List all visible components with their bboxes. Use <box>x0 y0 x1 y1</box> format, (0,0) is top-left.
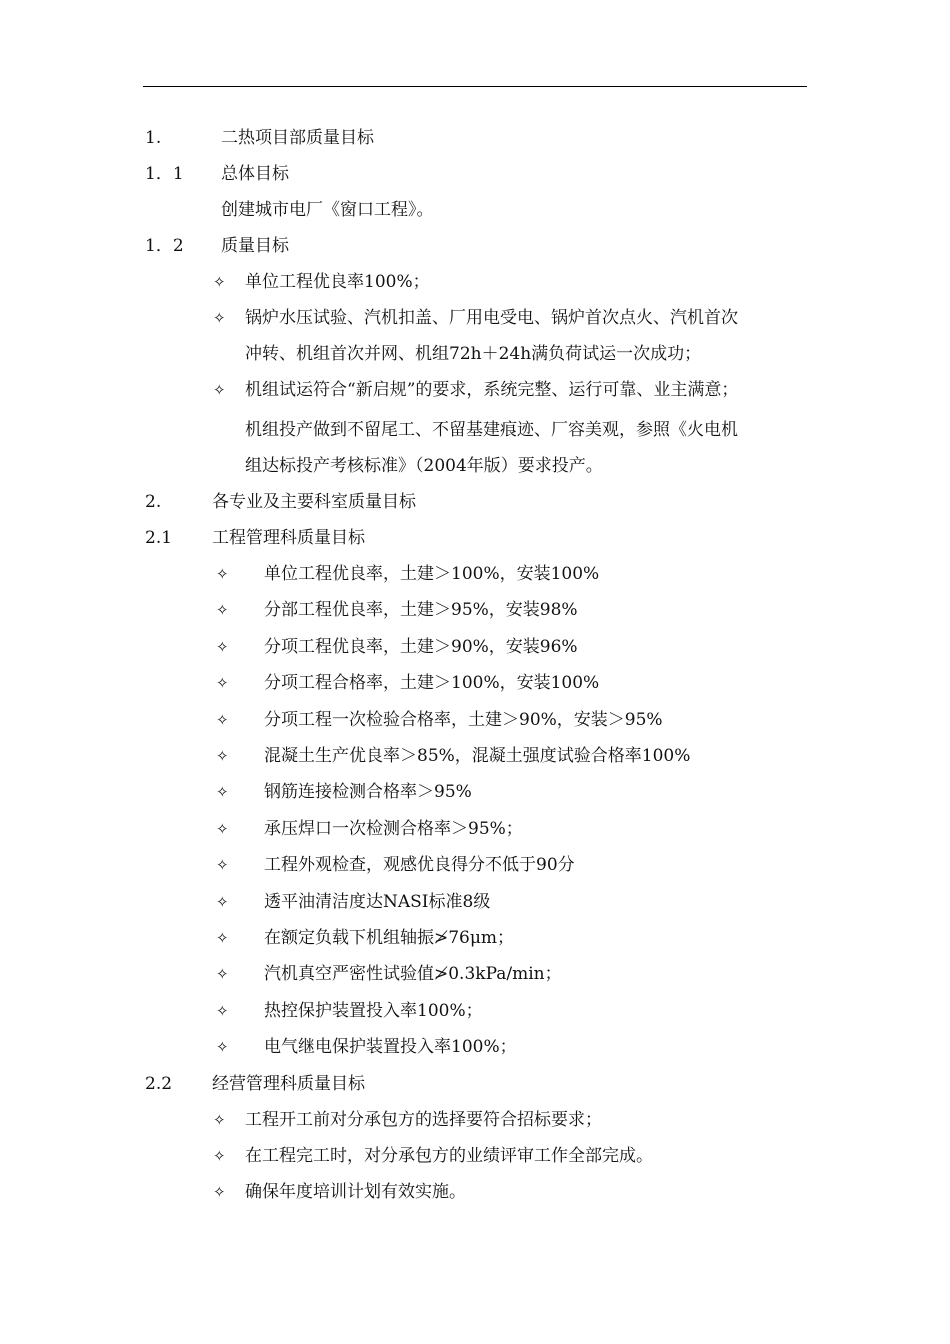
bullet-diamond-icon: ✧ <box>216 820 229 838</box>
s21-bullet-1: 单位工程优良率，土建＞100%，安装100% <box>264 564 600 584</box>
bullet-diamond-icon: ✧ <box>216 711 229 729</box>
header-rule <box>143 86 807 87</box>
bullet-diamond-icon: ✧ <box>213 1111 226 1129</box>
s21-bullet-7: 钢筋连接检测合格率＞95% <box>264 782 472 802</box>
section-1-1-number: 1．1 <box>145 164 184 184</box>
section-2-1-title: 工程管理科质量目标 <box>212 528 365 548</box>
bullet-diamond-icon: ✧ <box>216 747 229 765</box>
s21-bullet-13: 热控保护装置投入率100%； <box>264 1001 483 1021</box>
bullet-diamond-icon: ✧ <box>213 1183 226 1201</box>
s22-bullet-3: 确保年度培训计划有效实施。 <box>245 1182 466 1202</box>
s21-bullet-10: 透平油清洁度达NASI标准8级 <box>264 892 491 912</box>
bullet-diamond-icon: ✧ <box>216 638 229 656</box>
s21-bullet-11: 在额定负载下机组轴振≯76μm； <box>264 928 515 948</box>
bullet-diamond-icon: ✧ <box>216 965 229 983</box>
s21-bullet-6: 混凝土生产优良率＞85%，混凝土强度试验合格率100% <box>264 746 691 766</box>
bullet-diamond-icon: ✧ <box>213 309 226 327</box>
section-2-2-number: 2.2 <box>145 1074 173 1094</box>
s22-bullet-2: 在工程完工时，对分承包方的业绩评审工作全部完成。 <box>245 1146 653 1166</box>
bullet-diamond-icon: ✧ <box>216 674 229 692</box>
bullet-diamond-icon: ✧ <box>216 783 229 801</box>
s22-bullet-1: 工程开工前对分承包方的选择要符合招标要求； <box>245 1110 602 1130</box>
s21-bullet-8: 承压焊口一次检测合格率＞95%； <box>264 819 523 839</box>
bullet-diamond-icon: ✧ <box>213 1147 226 1165</box>
section-2-number: 2. <box>145 492 162 512</box>
s21-bullet-3: 分项工程优良率，土建＞90%，安装96% <box>264 637 578 657</box>
bullet-diamond-icon: ✧ <box>213 381 226 399</box>
s21-bullet-12: 汽机真空严密性试验值≯0.3kPa/min； <box>264 964 562 984</box>
s12-bullet-3-line-2: 机组投产做到不留尾工、不留基建痕迹、厂容美观，参照《火电机 <box>245 420 738 440</box>
s21-bullet-9: 工程外观检查，观感优良得分不低于90分 <box>264 855 575 875</box>
s12-bullet-3-line-3: 组达标投产考核标准》（2004年版）要求投产。 <box>245 456 603 476</box>
bullet-diamond-icon: ✧ <box>216 565 229 583</box>
s21-bullet-4: 分项工程合格率，土建＞100%，安装100% <box>264 673 600 693</box>
section-2-title: 各专业及主要科室质量目标 <box>212 492 416 512</box>
section-2-2-title: 经营管理科质量目标 <box>212 1074 365 1094</box>
section-1-2-title: 质量目标 <box>221 236 289 256</box>
s12-bullet-2-line-2: 冲转、机组首次并网、机组72h＋24h满负荷试运一次成功； <box>245 344 702 364</box>
section-1-1-title: 总体目标 <box>221 164 289 184</box>
s21-bullet-5: 分项工程一次检验合格率，土建＞90%，安装＞95% <box>264 710 663 730</box>
s21-bullet-2: 分部工程优良率，土建＞95%，安装98% <box>264 600 578 620</box>
bullet-diamond-icon: ✧ <box>216 601 229 619</box>
s21-bullet-14: 电气继电保护装置投入率100%； <box>264 1037 517 1057</box>
section-1-title: 二热项目部质量目标 <box>221 128 374 148</box>
bullet-diamond-icon: ✧ <box>213 273 226 291</box>
bullet-diamond-icon: ✧ <box>216 929 229 947</box>
bullet-diamond-icon: ✧ <box>216 1038 229 1056</box>
bullet-diamond-icon: ✧ <box>216 893 229 911</box>
section-1-1-body: 创建城市电厂《窗口工程》。 <box>221 200 434 220</box>
section-1-number: 1. <box>145 128 162 148</box>
section-2-1-number: 2.1 <box>145 528 173 548</box>
section-1-2-number: 1．2 <box>145 236 184 256</box>
bullet-diamond-icon: ✧ <box>216 856 229 874</box>
s12-bullet-1-line-1: 单位工程优良率100%； <box>245 272 430 292</box>
bullet-diamond-icon: ✧ <box>216 1002 229 1020</box>
s12-bullet-3-line-1: 机组试运符合“新启规”的要求，系统完整、运行可靠、业主满意； <box>245 380 739 400</box>
s12-bullet-2-line-1: 锅炉水压试验、汽机扣盖、厂用电受电、锅炉首次点火、汽机首次 <box>245 308 738 328</box>
